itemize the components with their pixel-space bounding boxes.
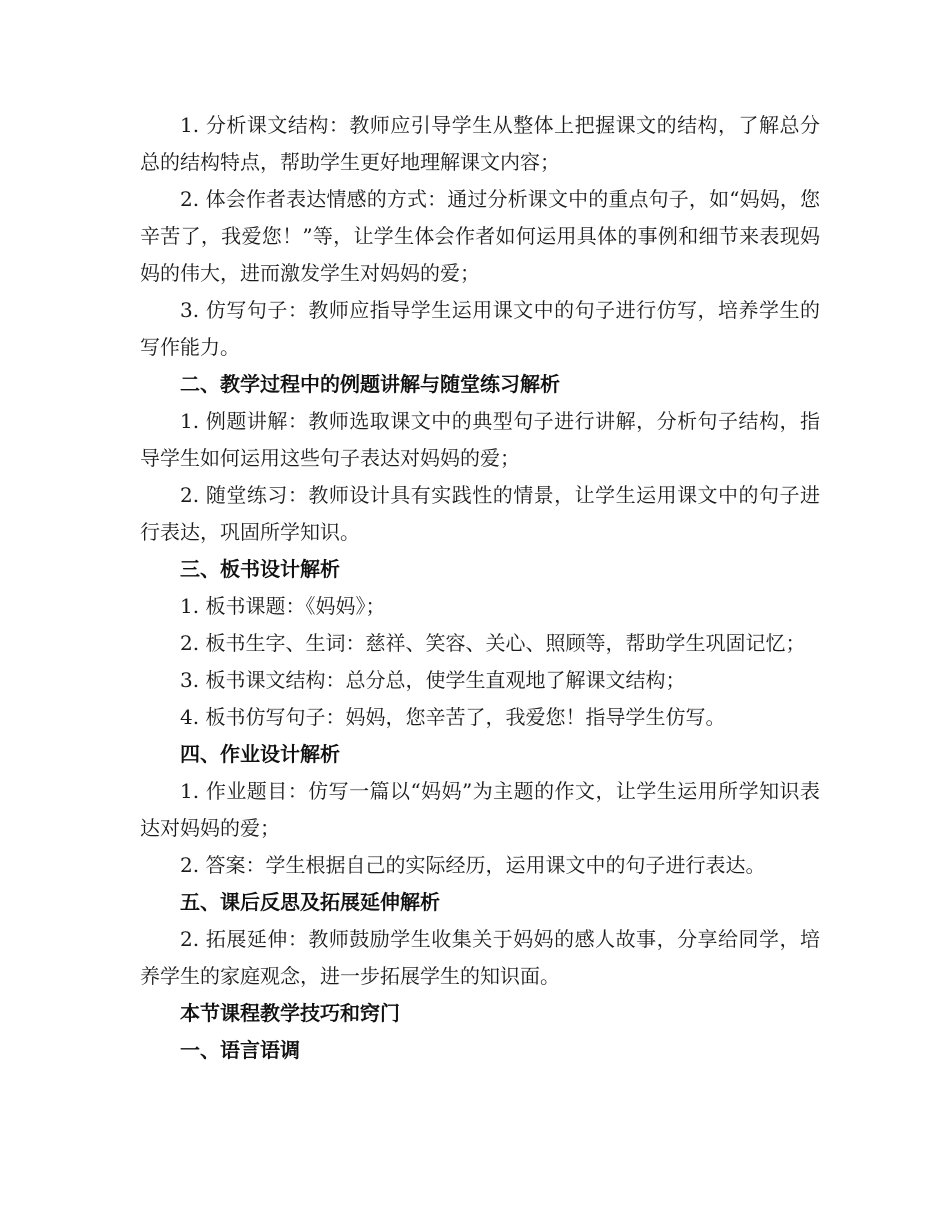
paragraph-imitation-writing: 3. 仿写句子：教师应指导学生运用课文中的句子进行仿写，培养学生的写作能力。: [140, 298, 820, 359]
section-heading-examples: 二、教学过程中的例题讲解与随堂练习解析: [180, 372, 560, 396]
paragraph-blackboard-structure: 3. 板书课文结构：总分总，使学生直观地了解课文结构；: [180, 668, 686, 692]
paragraph-analyze-structure: 1. 分析课文结构：教师应引导学生从整体上把握课文的结构，了解总分总的结构特点，帮助学生更好地理解课文内容；: [140, 113, 820, 174]
section-heading-language-tone: 一、语言语调: [180, 1038, 300, 1062]
section-heading-homework: 四、作业设计解析: [180, 742, 340, 766]
paragraph-author-emotion: 2. 体会作者表达情感的方式：通过分析课文中的重点句子，如“妈妈，您辛苦了，我爱您！”等，让学生体会作者如何运用具体的事例和细节来表现妈妈的伟大，进而激发学生对妈妈的爱；: [140, 187, 820, 285]
section-heading-teaching-tips: 本节课程教学技巧和窍门: [180, 1001, 400, 1025]
section-heading-reflection: 五、课后反思及拓展延伸解析: [180, 890, 440, 914]
section-heading-blackboard: 三、板书设计解析: [180, 557, 340, 581]
paragraph-homework-topic: 1. 作业题目：仿写一篇以“妈妈”为主题的作文，让学生运用所学知识表达对妈妈的爱；: [140, 779, 820, 840]
paragraph-blackboard-title: 1. 板书课题：《妈妈》；: [180, 594, 386, 618]
document-body: [140, 107, 820, 1069]
paragraph-class-practice: 2. 随堂练习：教师设计具有实践性的情景，让学生运用课文中的句子进行表达，巩固所学知识。: [140, 483, 820, 544]
paragraph-homework-answer: 2. 答案：学生根据自己的实际经历，运用课文中的句子进行表达。: [180, 853, 766, 877]
paragraph-extension: 2. 拓展延伸：教师鼓励学生收集关于妈妈的感人故事，分享给同学，培养学生的家庭观念，进一步拓展学生的知识面。: [140, 927, 820, 988]
paragraph-example-explanation: 1. 例题讲解：教师选取课文中的典型句子进行讲解，分析句子结构，指导学生如何运用这些句子表达对妈妈的爱；: [140, 409, 820, 470]
paragraph-blackboard-vocabulary: 2. 板书生字、生词：慈祥、笑容、关心、照顾等，帮助学生巩固记忆；: [180, 631, 806, 655]
paragraph-blackboard-sentence: 4. 板书仿写句子：妈妈，您辛苦了，我爱您！指导学生仿写。: [180, 705, 726, 729]
